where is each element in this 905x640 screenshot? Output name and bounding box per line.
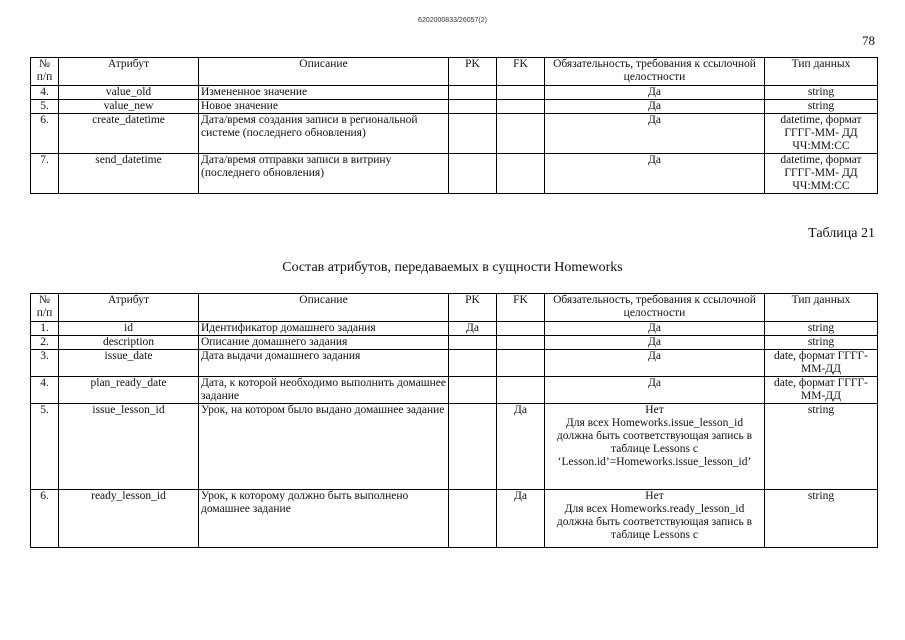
cell-number: 5.	[31, 404, 59, 490]
cell-attribute: value_new	[59, 100, 199, 114]
table-row	[31, 86, 878, 100]
cell-pk	[449, 350, 497, 377]
cell-fk	[497, 322, 545, 336]
cell-fk: Да	[497, 490, 545, 548]
cell-attribute: ready_lesson_id	[59, 490, 199, 548]
cell-data-type: string	[765, 86, 878, 100]
cell-requirements: Да	[545, 377, 765, 404]
attributes-table-continued	[30, 57, 878, 194]
table-row	[31, 350, 878, 377]
column-header-attribute: Атрибут	[59, 294, 199, 322]
cell-data-type: date, формат ГГГГ-ММ-ДД	[765, 350, 878, 377]
cell-pk	[449, 490, 497, 548]
cell-pk	[449, 100, 497, 114]
cell-description: Дата/время создания записи в региональной системе (последнего обновления)	[199, 114, 449, 154]
cell-requirements: Да	[545, 154, 765, 194]
cell-data-type: string	[765, 336, 878, 350]
cell-number: 6.	[31, 114, 59, 154]
cell-description: Измененное значение	[199, 86, 449, 100]
cell-attribute: id	[59, 322, 199, 336]
cell-pk	[449, 154, 497, 194]
column-header-fk: FK	[497, 58, 545, 86]
cell-description: Дата/время отправки записи в витрину (последнего обновления)	[199, 154, 449, 194]
cell-attribute: issue_lesson_id	[59, 404, 199, 490]
cell-fk	[497, 86, 545, 100]
cell-data-type: string	[765, 100, 878, 114]
table-header-row	[31, 294, 878, 322]
column-header-data-type: Тип данных	[765, 294, 878, 322]
cell-requirements: Да	[545, 336, 765, 350]
cell-number: 2.	[31, 336, 59, 350]
cell-data-type: string	[765, 490, 878, 548]
cell-requirements: Да	[545, 114, 765, 154]
cell-description: Урок, к которому должно быть выполнено домашнее задание	[199, 490, 449, 548]
cell-fk	[497, 350, 545, 377]
cell-attribute: send_datetime	[59, 154, 199, 194]
cell-data-type: string	[765, 404, 878, 490]
cell-description: Описание домашнего задания	[199, 336, 449, 350]
cell-pk	[449, 114, 497, 154]
table-row	[31, 404, 878, 490]
cell-description: Новое значение	[199, 100, 449, 114]
cell-fk	[497, 336, 545, 350]
table-caption: Таблица 21	[808, 226, 875, 241]
cell-attribute: create_datetime	[59, 114, 199, 154]
cell-description: Идентификатор домашнего задания	[199, 322, 449, 336]
column-header-requirements: Обязательность, требования к ссылочной целостности	[545, 294, 765, 322]
cell-data-type: date, формат ГГГГ-ММ-ДД	[765, 377, 878, 404]
cell-attribute: description	[59, 336, 199, 350]
column-header-number: № п/п	[31, 58, 59, 86]
cell-number: 4.	[31, 86, 59, 100]
cell-attribute: issue_date	[59, 350, 199, 377]
table-title: Состав атрибутов, передаваемых в сущности Homeworks	[282, 260, 623, 275]
cell-number: 6.	[31, 490, 59, 548]
table-header-row	[31, 58, 878, 86]
cell-requirements: Да	[545, 100, 765, 114]
table-row	[31, 336, 878, 350]
cell-description: Урок, на котором было выдано домашнее задание	[199, 404, 449, 490]
document-code: 6202000833/26057(2)	[418, 17, 487, 24]
cell-fk: Да	[497, 404, 545, 490]
cell-requirements: Нет Для всех Homeworks.issue_lesson_id должна быть соответствующая запись в таблице Lessons с ‘Lesson.id’=Homeworks.issue_lesson_id’	[545, 404, 765, 490]
column-header-description: Описание	[199, 294, 449, 322]
cell-number: 1.	[31, 322, 59, 336]
column-header-requirements: Обязательность, требования к ссылочной целостности	[545, 58, 765, 86]
cell-requirements: Да	[545, 350, 765, 377]
cell-requirements: Да	[545, 86, 765, 100]
cell-number: 3.	[31, 350, 59, 377]
table-row	[31, 322, 878, 336]
table-row	[31, 377, 878, 404]
cell-fk	[497, 377, 545, 404]
cell-requirements: Нет Для всех Homeworks.ready_lesson_id должна быть соответствующая запись в таблице Lessons с	[545, 490, 765, 548]
cell-number: 5.	[31, 100, 59, 114]
homeworks-attributes-table	[30, 293, 878, 548]
column-header-pk: PK	[449, 294, 497, 322]
table-row	[31, 490, 878, 548]
cell-data-type: datetime, формат ГГГГ-ММ- ДД ЧЧ:ММ:СС	[765, 114, 878, 154]
column-header-fk: FK	[497, 294, 545, 322]
page-number: 78	[862, 33, 875, 48]
cell-pk	[449, 86, 497, 100]
table-row	[31, 114, 878, 154]
cell-fk	[497, 100, 545, 114]
cell-requirements: Да	[545, 322, 765, 336]
table-row	[31, 154, 878, 194]
table-row	[31, 100, 878, 114]
column-header-description: Описание	[199, 58, 449, 86]
cell-number: 4.	[31, 377, 59, 404]
cell-number: 7.	[31, 154, 59, 194]
cell-attribute: plan_ready_date	[59, 377, 199, 404]
column-header-data-type: Тип данных	[765, 58, 878, 86]
cell-pk	[449, 336, 497, 350]
cell-pk	[449, 404, 497, 490]
cell-pk	[449, 377, 497, 404]
column-header-pk: PK	[449, 58, 497, 86]
cell-description: Дата выдачи домашнего задания	[199, 350, 449, 377]
column-header-attribute: Атрибут	[59, 58, 199, 86]
cell-attribute: value_old	[59, 86, 199, 100]
cell-description: Дата, к которой необходимо выполнить домашнее задание	[199, 377, 449, 404]
cell-data-type: datetime, формат ГГГГ-ММ- ДД ЧЧ:ММ:СС	[765, 154, 878, 194]
column-header-number: № п/п	[31, 294, 59, 322]
cell-fk	[497, 114, 545, 154]
cell-fk	[497, 154, 545, 194]
cell-pk: Да	[449, 322, 497, 336]
cell-data-type: string	[765, 322, 878, 336]
